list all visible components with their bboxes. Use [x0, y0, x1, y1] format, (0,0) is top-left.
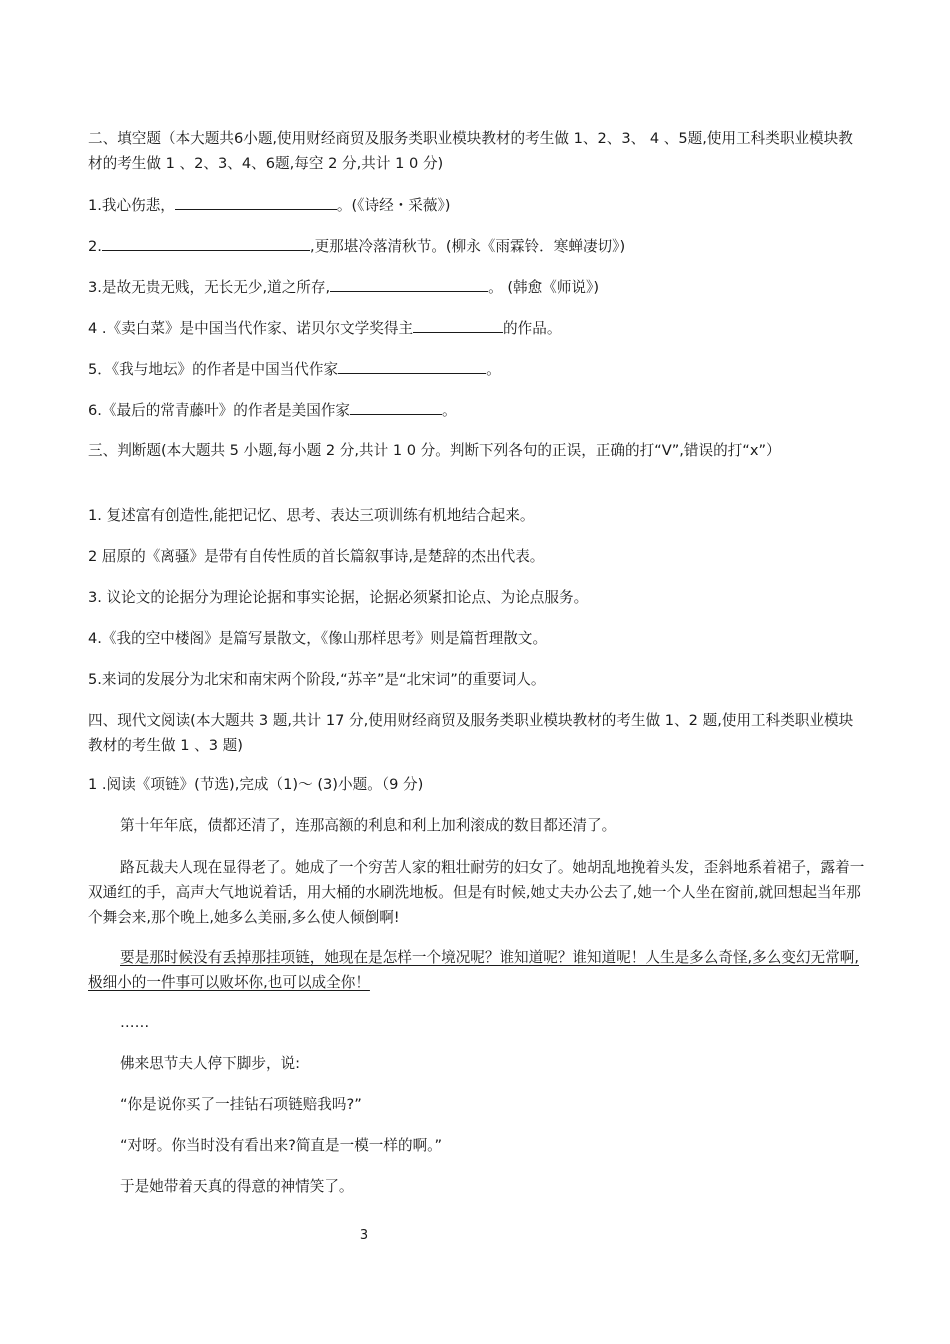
judge-item-4: 4.《我的空中楼阁》是篇写景散文，《像山那样思考》则是篇哲理散文。 — [88, 630, 548, 647]
judge-item-5: 5.来词的发展分为北宋和南宋两个阶段,“苏辛”是“北宋词”的重要词人。 — [88, 671, 546, 688]
answer-blank-6[interactable] — [350, 398, 442, 415]
answer-blank-3[interactable] — [330, 275, 488, 292]
q3-suffix: 。 (韩愈《师说》) — [488, 279, 600, 296]
section4-heading: 四、现代文阅读(本大题共 3 题,共计 17 分,使用财经商贸及服务类职业模块教材的考生做 1、2 题,使用工科类职业模块教材的考生做 1 、3 题) — [88, 712, 854, 754]
answer-blank-5[interactable] — [338, 357, 486, 374]
q3-prefix: 3.是故无贵无贱，无长无少,道之所存, — [88, 279, 331, 296]
fill-question-3 — [88, 275, 866, 299]
fill-question-4 — [88, 316, 866, 340]
answer-blank-4[interactable] — [413, 316, 503, 333]
q1-suffix: 。(《诗经・采薇》) — [336, 197, 451, 214]
passage-ellipsis: …… — [120, 1014, 150, 1031]
fill-question-5 — [88, 357, 866, 381]
q1-prefix: 1.我心伤悲， — [88, 197, 175, 214]
section3-heading: 三、判断题(本大题共 5 小题,每小题 2 分,共计 1 0 分。判断下列各句的正误，正确的打“V”,错误的打“x”） — [88, 442, 781, 459]
passage-paragraph-6: 于是她带着天真的得意的神情笑了。 — [120, 1178, 354, 1195]
fill-question-2 — [88, 234, 866, 258]
q4-suffix: 的作品。 — [503, 320, 562, 337]
reading-question-1-intro: 1 .阅读《项链》(节选),完成（1)～ (3)小题。（9 分) — [88, 776, 424, 793]
passage-paragraph-2: 路瓦裁夫人现在显得老了。她成了一个穷苦人家的粗壮耐劳的妇女了。她胡乱地挽着头发，歪斜地系着裙子，露着一双通红的手，高声大气地说着话，用大桶的水刷洗地板。但是有时候,她丈夫办公去了,她一个人坐在窗前,就回想起当年那个舞会来,那个晚上,她多么美丽,多么使人倾倒啊! — [88, 859, 865, 926]
fill-question-6 — [88, 398, 866, 422]
fill-question-1 — [88, 193, 866, 217]
passage-paragraph-3: 佛来思节夫人停下脚步，说: — [120, 1055, 301, 1072]
section2-heading: 二、填空题（本大题共6小题,使用财经商贸及服务类职业模块教材的考生做 1、2、3、 4 、5题,使用工科类职业模块教材的考生做 1 、2、3、4、6题,每空 2 分,共计 1 0 分) — [88, 130, 853, 172]
q2-suffix: ,更那堪冷落清秋节。(柳永《雨霖铃．寒蝉凄切》) — [309, 238, 626, 255]
passage-paragraph-5: “对呀。你当时没有看出来?简直是一模一样的啊。” — [120, 1137, 443, 1154]
q5-suffix: 。 — [486, 361, 501, 378]
judge-item-3: 3. 议论文的论据分为理论论据和事实论据，论据必须紧扣论点、为论点服务。 — [88, 589, 589, 606]
answer-blank-2[interactable] — [102, 234, 310, 251]
answer-blank-1[interactable] — [175, 193, 337, 210]
passage-paragraph-1: 第十年年底，债都还清了，连那高额的利息和利上加利滚成的数目都还清了。 — [120, 817, 617, 834]
page-number: 3 — [359, 1228, 369, 1243]
q5-prefix: 5．《我与地坛》的作者是中国当代作家 — [88, 361, 339, 378]
judge-item-1: 1. 复述富有创造性,能把记忆、思考、表达三项训练有机地结合起来。 — [88, 507, 535, 524]
passage-paragraph-4: “你是说你买了一挂钻石项链赔我吗?” — [120, 1096, 362, 1113]
q6-suffix: 。 — [442, 402, 457, 419]
q2-prefix: 2. — [88, 238, 102, 255]
q6-prefix: 6.《最后的常青藤叶》的作者是美国作家 — [88, 402, 351, 419]
passage-underlined-paragraph: 要是那时候没有丢掉那挂项链，她现在是怎样一个境况呢？谁知道呢？谁知道呢！人生是多么奇怪,多么变幻无常啊,极细小的一件事可以败坏你,也可以成全你！ — [88, 949, 859, 991]
q4-prefix: 4 .《卖白菜》是中国当代作家、诺贝尔文学奖得主 — [88, 320, 414, 337]
judge-item-2: 2 屈原的《离骚》是带有自传性质的首长篇叙事诗,是楚辞的杰出代表。 — [88, 548, 545, 565]
